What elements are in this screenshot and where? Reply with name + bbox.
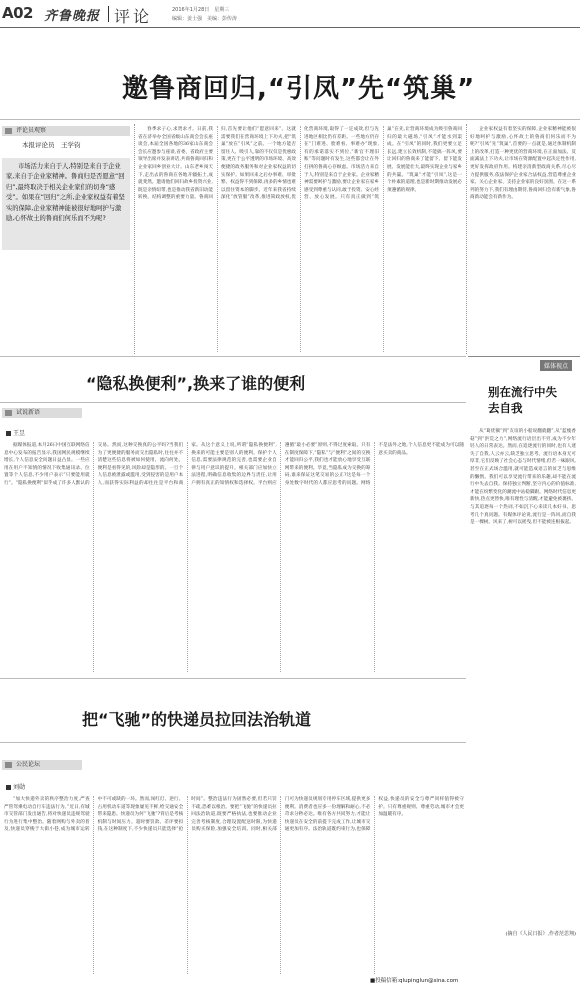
date-line: 2016年1月28日 星期三 <box>172 7 230 13</box>
lead-body: 春季求子心,求贤求才。日前,我省在济举办全国省级山东商会会长座谈会,本届全国各地的36家山东商会会长应邀参与座谈,省委、省政府主要领导出席并发表讲话,共商鲁商回归和企业家回乡创业大计。山东老乡闯天下,走出去的鲁商在各地开疆拓土,成就斐然。邀请他们回归故乡投资兴业,既是亲情纽带,也是推动我省新旧动能转换、结构调整的重要力量。鲁商回归,首先要让他们“愿意回来”。这就需要我们在营商环境上下功夫,把“筑巢”放在“引凤”之前。一个地方能否留住人、吸引人,靠的不仅仅是优惠政策,更在于公平透明的市场环境、高效便捷的政务服务和对企业家权益的切实保护。如果回来之后办事难、审批繁、权益得不到保障,再多的乡情也难以留住资本的脚步。近年来我省持续深化“放管服”改革,推进简政放权,优化营商环境,取得了一定成效,但与先进地区相比仍有差距。一些地方仍存在“门难进、脸难看、事难办”现象,有的承诺落实不到位,“新官不理旧账”等问题时有发生,这些都会让在外打拼的鲁商心存顾虑。市场活力来自于人,特别是来自于企业家。企业家精神需要呵护与激励,要让企业家在家乡感受到尊重与认同,敢于投资、安心经营、放心发展。只有真正做到“筑巢”在先,让营商环境成为吸引鲁商回归的最大磁场,“引凤”才能水到渠成。在“引凤”的同时,我们更要立足长远,建立长效机制,不能搞一阵风,要让回归的鲁商来了能留下、留下能发展、发展能壮大,最终实现企业与家乡的共赢。“筑巢”才能“引凤”,这是一个朴素的道理,也是新时期推动发展必须遵循的规律。 <box>138 127 462 201</box>
page-number: A02 <box>2 4 33 22</box>
side-continuation: 企业家权益有着坚实的保障,企业家精神能被很好地呵护与激励,心怀故土的鲁商们何乐而不为呢?“引凤”先“筑巢”,首要的一点就是,通过体制机制上的改革,打造一种更优的营商环境,在正面加法、反面减法上下功夫,让市场在资源配置中起决定性作用,更好发挥政府作用。构建亲清新型政商关系,尽心尽力提供服务,依法保护企业家合法权益,营造尊重企业家、关心企业家、支持企业家的良好氛围。在这一系列的努力下,我们有理由期待,鲁商回归会有新气象,鲁商新动能会有新作为。 <box>470 127 576 201</box>
lower-body: “加大快递外卖的秩序整治力度,严查严管驾乘电动自行车违法行为。”近日,有城市交管部门发出通告,将对快递员违规驾驶行为进行集中整治。随着网购与外卖的普及,快递员穿梭于大街小巷,成为城市运转中不可或缺的一环。然而,闯红灯、逆行、占用机动车道等现象屡见不鲜,给交通安全带来隐患。快递员为何“飞驰”?背后是考核机制与时间压力。超时要罚款、差评要扣钱,在这种制度下,不少快递员只能选择“抢时间”。整治违法行为固然必要,但若只罚不疏,恐难以根治。要把“飞驰”的快递员拉回法治轨道,既要严格执法,也要推动企业完善考核制度,合理设置配送时限,为快递员购买保险,加强安全培训。同时,相关部门可为快递员规划专用停车区域,提供更多便利。消费者也应多一份理解和耐心,不必苛求分秒必达。唯有各方共同努力,才能让快递员在安全的前提下完成工作,让城市交通更加有序。法治轨道既约束行为,也保障权益,快递员的安全与尊严同样值得被守护。只有尊重规则、尊重劳动,城市才会更加温暖有序。 <box>4 797 464 833</box>
mid-byline <box>6 428 25 437</box>
column-label-talk: 试说新语 <box>2 408 82 418</box>
footer-mailbox: ■投稿信箱:qlupinglun@sina.com <box>370 978 459 984</box>
lead-byline: 本报评论员 王学钧 <box>22 141 81 149</box>
mid-rule-2 <box>0 402 466 403</box>
column-label-observation: 评论员观察 <box>2 126 130 136</box>
media-source: (摘自《人民日报》,作者范思翔) <box>505 931 576 937</box>
media-label: 媒体视点 <box>540 360 572 371</box>
side-rule <box>468 356 580 357</box>
media-title: 别在流行中失去自我 <box>488 385 557 415</box>
lower-rule <box>0 678 466 679</box>
lower-headline: 把“飞驰”的快递员拉回法治轨道 <box>82 710 312 729</box>
col-divider <box>134 124 135 354</box>
masthead-logo: 齐鲁晚报 <box>44 9 101 24</box>
lower-byline-text: 刘勋 <box>13 784 26 791</box>
lower-rule-2 <box>0 742 466 743</box>
mid-body: 据媒体报道,本月26日中国互联网络信息中心发布的报告显示,我国网民规模继续增长,个人信息安全问题日益凸显。一些应用在用户不知情的情况下收集通讯录、位置等个人信息,不少用户表示“只要能用就行”。“隐私换便利”似乎成了许多人默认的交易。然而,这种交换真的公平吗?当我们为了更便捷的服务而交出隐私时,往往并不清楚这些信息将被如何使用、流向何处。便利是看得见的,风险却是隐形的。一旦个人信息被泄露或滥用,受到侵害的是用户本人,而获得实际利益的却往往是平台和商家。从这个意义上说,所谓“隐私换便利”,换来的可能主要是别人的便利。保护个人信息,需要法律规范的完善,也需要企业自律与用户意识的提升。相关部门应加快立法进程,明确信息收集的边界与责任,让用户拥有真正的知情权和选择权。平台则应遵循“最小必要”原则,不得过度索取。只有在制度保障下,“隐私”与“便利”之间的交换才能回归公平,我们也才能放心地享受互联网带来的便利。毕竟,当隐私成为交换的筹码,谁来保证这笔交易的公正?这是每一个身处数字时代的人都应思考的问题。网络不是法外之地,个人信息更不能成为可以随意买卖的商品。 <box>4 443 464 486</box>
mid-headline: “隐私换便利”,换来了谁的便利 <box>86 374 306 393</box>
section-title: 评论 <box>114 7 153 26</box>
col-divider <box>466 124 467 354</box>
media-body: 从“葛优躺”到“友谊的小船说翻就翻”,从“蓝瘦香菇”到“洪荒之力”,网络流行语层出不穷,成为不少年轻人的日常表达。然而,在追逐流行的同时,也有人迷失了自我,人云亦云,缺乏独立思考。流行语本身无可厚非,它们反映了社会心态与时代情绪,但若一味跟风,甚至在正式场合滥用,就可能造成语言的贫乏与思维的懒惰。我们可以享受流行带来的乐趣,却不能在流行中失去自我。保持独立判断,坚守内心的价值标准,才能在纷繁变化的潮流中站稳脚跟。网络时代信息更新快,热点更替快,唯有理性与清醒,才能避免被裹挟。与其追逐每一个热词,不如沉下心来读几本好书、思考几个真问题。有媒体评论说,流行是一阵风,而自我是一棵树。风来了,树可以摇曳,但不能被连根拔起。 <box>470 429 576 526</box>
mid-byline-text: 王昱 <box>13 430 26 437</box>
lead-headline: 邀鲁商回归,“引凤”先“筑巢” <box>122 74 476 104</box>
header-rule <box>0 27 580 28</box>
lower-byline <box>6 782 25 791</box>
editor-line: 编辑：姜士强 美编：彭传涛 <box>172 16 238 22</box>
lead-rule <box>0 119 580 120</box>
header-divider <box>108 6 109 22</box>
column-label-citizen: 公民论坛 <box>2 760 82 770</box>
mid-rule <box>0 356 466 357</box>
lead-deck: 市场活力来自于人,特别是来自于企业家,来自于企业家精神。鲁商归是否愿意“回归”,最终取决于相关企业家们的切身“感受”。如果在“回归”之所,企业家权益有着坚实的保障,企业家精神能被很好地呵护与激励,心怀故土的鲁商们何乐而不为呢? <box>6 163 125 223</box>
